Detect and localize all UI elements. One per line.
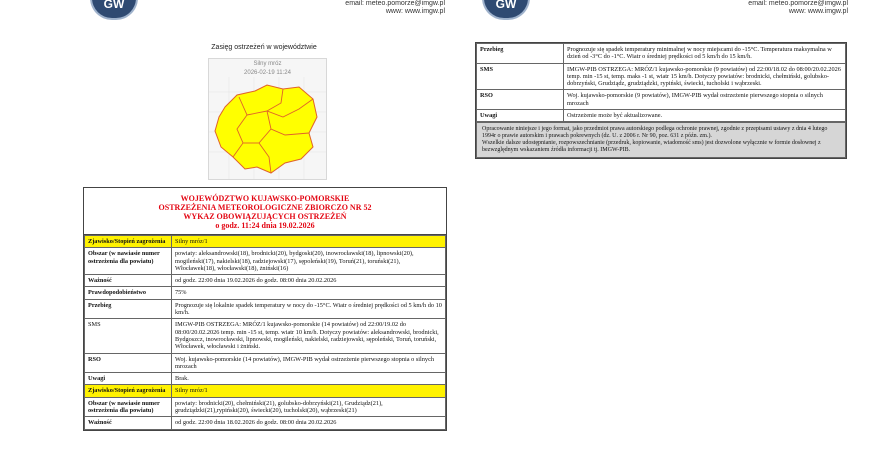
label-validity: Ważność [85, 275, 172, 287]
label-rso: RSO [477, 90, 564, 110]
value-remarks: Ostrzeżenie może być aktualizowane. [564, 110, 846, 122]
imgw-logo: GW [90, 0, 138, 20]
value-rso: Woj. kujawsko-pomorskie (9 powiatów), IMGW-PIB wydał ostrzeżenie pierwszego stopnia o silnych mrozach [564, 90, 846, 110]
copyright-note [476, 122, 846, 158]
table-row [85, 248, 446, 275]
table-row [85, 397, 446, 417]
label-validity-2: Ważność [85, 417, 172, 429]
table-row [85, 236, 446, 248]
header-list: WYKAZ OBOWIĄZUJĄCYCH OSTRZEŻEŃ [183, 212, 347, 221]
table-row [85, 353, 446, 373]
value-validity-2: od godz. 22:00 dnia 18.02.2026 do godz. 08:00 dnia 20.02.2026 [172, 417, 446, 429]
warnings-table [84, 235, 446, 430]
label-phenomenon: Zjawisko/Stopień zagrożenia [85, 236, 172, 248]
redistribution-text: Wszelkie dalsze udostępnianie, rozpowszechnianie (przedruk, kopiowanie, wiadomość sms) jest dozwolone wyłącznie w formie dosłownej z bezwzględnym wskazaniem źródła informacji tj. IMGW-PIB. [482, 140, 821, 154]
table-row [85, 417, 446, 429]
label-sms: SMS [477, 63, 564, 90]
value-sms: IMGW-PIB OSTRZEGA: MRÓZ/1 kujawsko-pomorskie (14 powiatów) od 22:00/19.02 do 08:00/20.02.2026 temp. min -15 st, temp. wiatr 10 km/h. Dotyczy powiatów: aleksandrowski, brodnicki, Bydgoszcz, inowrocławski, lipnowski, mogileński, nakielski, radziejowski, sępoleński, Toruń, toruński, Włocławek, włocławski i żniński. [172, 319, 446, 353]
warning-map [208, 58, 327, 180]
value-rso: Woj. kujawsko-pomorskie (14 powiatów), IMGW-PIB wydał ostrzeżenie pierwszego stopnia o silnych mrozach [172, 353, 446, 373]
table-row [85, 275, 446, 287]
map-datetime: 2026-02-19 11:24 [244, 70, 291, 76]
value-probability: 75% [172, 287, 446, 299]
warnings-document [83, 187, 447, 431]
imgw-logo: GW [482, 0, 530, 20]
label-phenomenon-2: Zjawisko/Stopień zagrożenia [85, 385, 172, 397]
contact-www: www: www.imgw.pl [385, 8, 445, 15]
label-area: Obszar (w nawiasie numer ostrzeżenia dla powiatu) [85, 248, 172, 275]
contact-info [748, 0, 848, 16]
label-rso: RSO [85, 353, 172, 373]
table-row [85, 385, 446, 397]
table-row [85, 373, 446, 385]
contact-email: email: meteo.pomorze@imgw.pl [345, 0, 445, 7]
label-remarks: Uwagi [85, 373, 172, 385]
table-row [85, 319, 446, 353]
value-remarks: Brak. [172, 373, 446, 385]
table-row [85, 287, 446, 299]
map-warning-name: Silny mróz [253, 61, 282, 67]
contact-info [345, 0, 445, 16]
contact-www: www: www.imgw.pl [788, 8, 848, 15]
value-phenomenon: Silny mróz/1 [172, 236, 446, 248]
value-phenomenon-2: Silny mróz/1 [172, 385, 446, 397]
header-bulletin: OSTRZEŻENIA METEOROLOGICZNE ZBIORCZO NR 52 [158, 203, 372, 212]
table-row [477, 110, 846, 122]
table-row [85, 299, 446, 319]
value-course: Prognozuje się lokalnie spadek temperatury w nocy do -15°C. Wiatr o średniej prędkości od 5 km/h do 10 km/h. [172, 299, 446, 319]
label-area-2: Obszar (w nawiasie numer ostrzeżenia dla powiatu) [85, 397, 172, 417]
value-validity: od godz. 22:00 dnia 19.02.2026 do godz. 08:00 dnia 20.02.2026 [172, 275, 446, 287]
value-area-2: powiaty: brodnicki(20), chełmiński(21), golubsko-dobrzyński(21), Grudziądz(21), grudziądzki(21),rypiński(20), świecki(20), tucholski(20), wąbrzeski(21) [172, 397, 446, 417]
label-remarks: Uwagi [477, 110, 564, 122]
voivodeship-map-svg [209, 77, 326, 179]
copyright-text: Opracowanie niniejsze i jego format, jako przedmiot prawa autorskiego podlega ochronie prawnej, zgodnie z przepisami ustawy z dnia 4 lutego 1994r o prawie autorskim i prawach pokrewnych (dz. U. z 2006 r. Nr 90, poz. 631 z późn. zm.). [482, 126, 828, 140]
value-area: powiaty: aleksandrowski(18), brodnicki(20), bydgoski(20), inowrocławski(18), lipnowski(20), mogileński(17), nakielski(18), radziejowski(17), sępoleński(19), Toruń(21), toruński(21), Włocławek(18), włocławski(18), żniński(16) [172, 248, 446, 275]
label-course: Przebieg [85, 299, 172, 319]
region-shape [215, 85, 317, 173]
label-course: Przebieg [477, 44, 564, 64]
contact-email: email: meteo.pomorze@imgw.pl [748, 0, 848, 7]
table-row [477, 90, 846, 110]
document-page-1 [75, 0, 453, 450]
value-course: Prognozuje się spadek temperatury minimalnej w nocy miejscami do -15°C. Temperatura maksymalna w dzień od -3°C do -1°C. Wiatr o średniej prędkości od 5 km/h do 15 km/h. [564, 44, 846, 64]
warnings-document-continued [475, 42, 847, 159]
header-time: o godz. 11:24 dnia 19.02.2026 [215, 221, 315, 230]
map-title: Zasięg ostrzeżeń w województwie [211, 44, 317, 51]
table-row [477, 44, 846, 64]
value-sms: IMGW-PIB OSTRZEGA: MRÓZ/1 kujawsko-pomorskie (9 powiatów) od 22:00/18.02 do 08:00/20.02.2026 temp. min -15 st, temp. maks -1 st, wiatr 15 km/h. Dotyczy powiatów: brodnicki, chełmiński, golubsko-dobrzyński, Grudziądz, grudziądzki, rypiński, świecki, tucholski i wąbrzeski. [564, 63, 846, 90]
table-row [477, 63, 846, 90]
label-probability: Prawdopodobieństwo [85, 287, 172, 299]
warnings-table-continued [476, 43, 846, 122]
document-header [84, 188, 446, 235]
document-page-2 [470, 0, 848, 200]
label-sms: SMS [85, 319, 172, 353]
header-region: WOJEWÓDZTWO KUJAWSKO-POMORSKIE [180, 194, 350, 203]
